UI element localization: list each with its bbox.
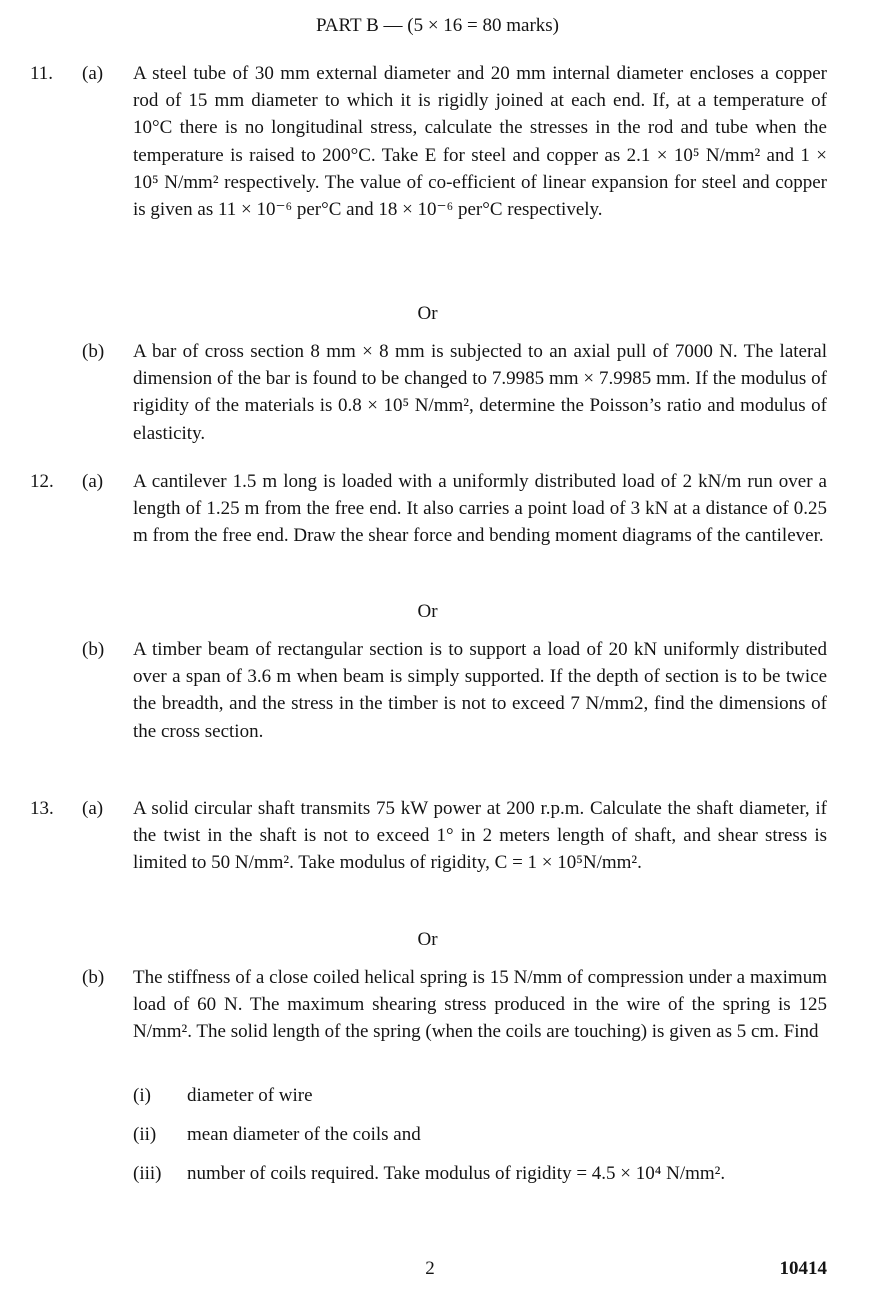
question-part-label: (b) — [82, 639, 105, 660]
sub-item-text: number of coils required. Take modulus of rigidity = 4.5 × 10⁴ N/mm². — [187, 1163, 726, 1184]
question-text: A cantilever 1.5 m long is loaded with a uniformly distributed load of 2 kN/m run over a length of 1.25 m from the free end. It also carries a point load of 3 kN at a distance of 0.25 m from the free end. Draw the shear force and bending moment diagrams of the cantilever. — [133, 471, 827, 547]
question-part-label: (a) — [82, 798, 104, 819]
question-part-label: (b) — [82, 967, 105, 988]
question-part-label: (a) — [82, 63, 104, 84]
sub-item-text: mean diameter of the coils and — [187, 1124, 421, 1145]
question-number: 13. — [30, 798, 54, 819]
or-separator: Or — [417, 303, 438, 324]
page-number: 2 — [425, 1258, 435, 1279]
question-part-label: (a) — [82, 471, 104, 492]
question-number: 11. — [30, 63, 54, 84]
question-text: A bar of cross section 8 mm × 8 mm is subjected to an axial pull of 7000 N. The lateral dimension of the bar is found to be changed to 7.9985 mm × 7.9985 mm. If the modulus of rigidity of the materials is 0.8 × 10⁵ N/mm², determine the Poisson’s ratio and modulus of elasticity. — [133, 341, 827, 444]
sub-item-label: (ii) — [133, 1124, 157, 1145]
question-part-label: (b) — [82, 341, 105, 362]
part-header: PART B — (5 × 16 = 80 marks) — [315, 15, 560, 36]
sub-item-label: (i) — [133, 1085, 151, 1106]
sub-item-text: diameter of wire — [187, 1085, 313, 1106]
paper-code: 10414 — [779, 1258, 827, 1279]
or-separator: Or — [417, 929, 438, 950]
question-text: A steel tube of 30 mm external diameter and 20 mm internal diameter encloses a copper rod of 15 mm diameter to which it is rigidly joined at each end. If, at a temperature of 10°C there is no longitudinal stress, calculate the stresses in the rod and tube when the temperature is raised to 200°C. Take E for steel and copper as 2.1 × 10⁵ N/mm² and 1 × 10⁵ N/mm² respectively. The value of co-efficient of linear expansion for steel and copper is given as 11 × 10⁻⁶ per°C and 18 × 10⁻⁶ per°C respectively. — [133, 63, 827, 221]
question-text: The stiffness of a close coiled helical spring is 15 N/mm of compression under a maximum load of 60 N. The maximum shearing stress produced in the wire of the spring is 125 N/mm². The solid length of the spring (when the coils are touching) is given as 5 cm. Find — [133, 967, 827, 1043]
question-number: 12. — [30, 471, 54, 492]
sub-item-label: (iii) — [133, 1163, 162, 1184]
question-text: A solid circular shaft transmits 75 kW power at 200 r.p.m. Calculate the shaft diameter, if the twist in the shaft is not to exceed 1° in 2 meters length of shaft, and shear stress is limited to 50 N/mm². Take modulus of rigidity, C = 1 × 10⁵N/mm². — [133, 798, 827, 874]
question-text: A timber beam of rectangular section is to support a load of 20 kN uniformly distributed over a span of 3.6 m when beam is simply supported. If the depth of section is to be twice the breadth, and the stress in the timber is not to exceed 7 N/mm2, find the dimensions of the cross section. — [133, 639, 827, 742]
or-separator: Or — [417, 601, 438, 622]
